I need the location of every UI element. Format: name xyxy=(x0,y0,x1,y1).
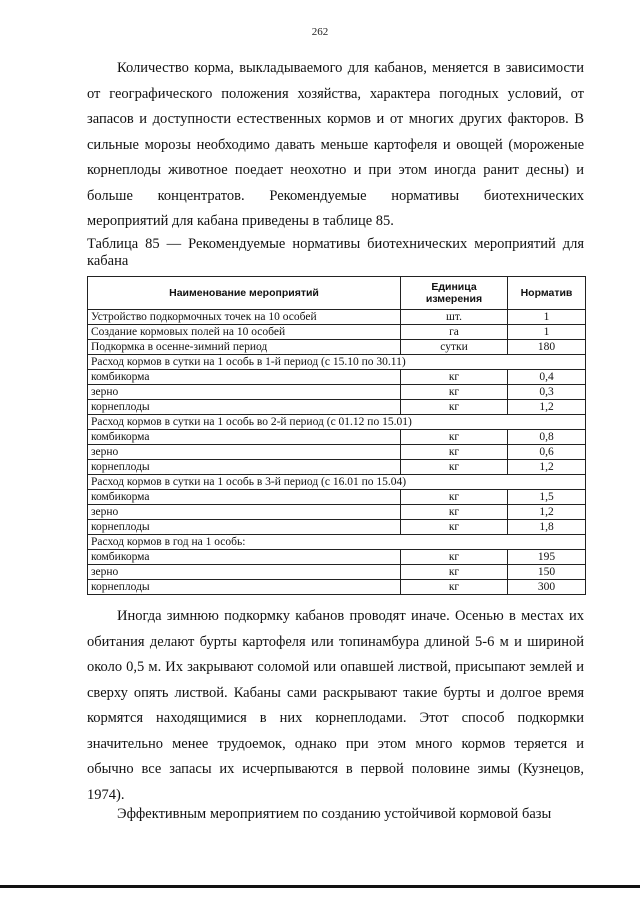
row-value: 1,2 xyxy=(508,400,586,415)
row-name: зерно xyxy=(88,505,401,520)
row-unit: шт. xyxy=(401,310,508,325)
row-unit: кг xyxy=(401,460,508,475)
row-unit: кг xyxy=(401,445,508,460)
row-name: Устройство подкормочных точек на 10 особей xyxy=(88,310,401,325)
row-unit: кг xyxy=(401,430,508,445)
row-unit: кг xyxy=(401,565,508,580)
table-row xyxy=(88,310,586,325)
row-value: 0,3 xyxy=(508,385,586,400)
row-name: корнеплоды xyxy=(88,520,401,535)
row-name: комбикорма xyxy=(88,490,401,505)
table-section-row xyxy=(88,475,586,490)
table-header-row xyxy=(88,277,586,310)
row-value: 1 xyxy=(508,310,586,325)
row-value: 0,8 xyxy=(508,430,586,445)
row-name: комбикорма xyxy=(88,550,401,565)
row-unit: кг xyxy=(401,385,508,400)
table-row xyxy=(88,385,586,400)
table-row xyxy=(88,565,586,580)
table-caption: Таблица 85 — Рекомендуемые нормативы биотехнических мероприятий для кабана xyxy=(87,236,584,269)
table-row xyxy=(88,580,586,595)
row-value: 1,5 xyxy=(508,490,586,505)
table-section-row xyxy=(88,535,586,550)
section-title: Расход кормов в год на 1 особь: xyxy=(88,535,586,550)
row-unit: кг xyxy=(401,520,508,535)
row-value: 1,8 xyxy=(508,520,586,535)
paragraph-continuation: Эффективным мероприятием по созданию устойчивой кормовой базы xyxy=(117,806,552,822)
table-row xyxy=(88,505,586,520)
row-unit: кг xyxy=(401,505,508,520)
row-name: зерно xyxy=(88,445,401,460)
row-name: Подкормка в осенне-зимний период xyxy=(88,340,401,355)
table-row xyxy=(88,445,586,460)
table-row xyxy=(88,370,586,385)
table-row xyxy=(88,430,586,445)
row-value: 1,2 xyxy=(508,460,586,475)
table-row xyxy=(88,490,586,505)
row-name: корнеплоды xyxy=(88,460,401,475)
table-row xyxy=(88,400,586,415)
paragraph-intro: Количество корма, выкладываемого для кабанов, меняется в зависимости от географического положения хозяйства, характера погодных условий, от запасов и доступности естественных кормов и от многих других факторов. В сильные морозы необходимо давать меньше картофеля и овощей (мороженые корнеплоды животное поедает неохотно и при этом иногда ранит десны) и больше концентратов. Рекомендуемые нормативы биотехнических мероприятий для кабана приведены в таблице 85. xyxy=(87,60,584,229)
row-unit: кг xyxy=(401,370,508,385)
page-number: 262 xyxy=(311,26,329,38)
row-value: 1,2 xyxy=(508,505,586,520)
row-value: 180 xyxy=(508,340,586,355)
row-value: 1 xyxy=(508,325,586,340)
row-unit: кг xyxy=(401,490,508,505)
row-name: комбикорма xyxy=(88,370,401,385)
table-row xyxy=(88,325,586,340)
row-value: 300 xyxy=(508,580,586,595)
table-row xyxy=(88,340,586,355)
row-unit: кг xyxy=(401,550,508,565)
table-body xyxy=(88,310,586,595)
section-title: Расход кормов в сутки на 1 особь в 3-й период (с 16.01 по 15.04) xyxy=(88,475,586,490)
row-value: 0,4 xyxy=(508,370,586,385)
row-value: 0,6 xyxy=(508,445,586,460)
row-unit: кг xyxy=(401,400,508,415)
header-unit: Единица измерения xyxy=(401,277,508,310)
row-unit: сутки xyxy=(401,340,508,355)
row-name: комбикорма xyxy=(88,430,401,445)
row-value: 195 xyxy=(508,550,586,565)
row-name: Создание кормовых полей на 10 особей xyxy=(88,325,401,340)
paragraph-alt-feeding: Иногда зимнюю подкормку кабанов проводят иначе. Осенью в местах их обитания делают бурты картофеля или топинамбура длиной 5-6 м и шириной около 0,5 м. Их закрывают соломой или опавшей листвой, присыпают землей и сверху опять листвой. Кабаны сами раскрывают такие бурты и долгое время кормятся находящимися в них корнеплодами. Этот способ подкормки значительно менее трудоемок, однако при этом много кормов теряется и обычно все запасы их исчерпываются в первой половине зимы (Кузнецов, 1974). xyxy=(87,608,584,803)
row-name: корнеплоды xyxy=(88,580,401,595)
row-unit: га xyxy=(401,325,508,340)
row-value: 150 xyxy=(508,565,586,580)
table-section-row xyxy=(88,415,586,430)
bottom-rule xyxy=(0,885,640,888)
norms-table xyxy=(87,276,586,595)
row-unit: кг xyxy=(401,580,508,595)
row-name: зерно xyxy=(88,385,401,400)
row-name: корнеплоды xyxy=(88,400,401,415)
header-norm: Норматив xyxy=(508,277,586,310)
table-section-row xyxy=(88,355,586,370)
table-row xyxy=(88,460,586,475)
table-row xyxy=(88,550,586,565)
header-name: Наименование мероприятий xyxy=(88,277,401,310)
table-row xyxy=(88,520,586,535)
row-name: зерно xyxy=(88,565,401,580)
section-title: Расход кормов в сутки на 1 особь в 1-й период (с 15.10 по 30.11) xyxy=(88,355,586,370)
section-title: Расход кормов в сутки на 1 особь во 2-й период (с 01.12 по 15.01) xyxy=(88,415,586,430)
